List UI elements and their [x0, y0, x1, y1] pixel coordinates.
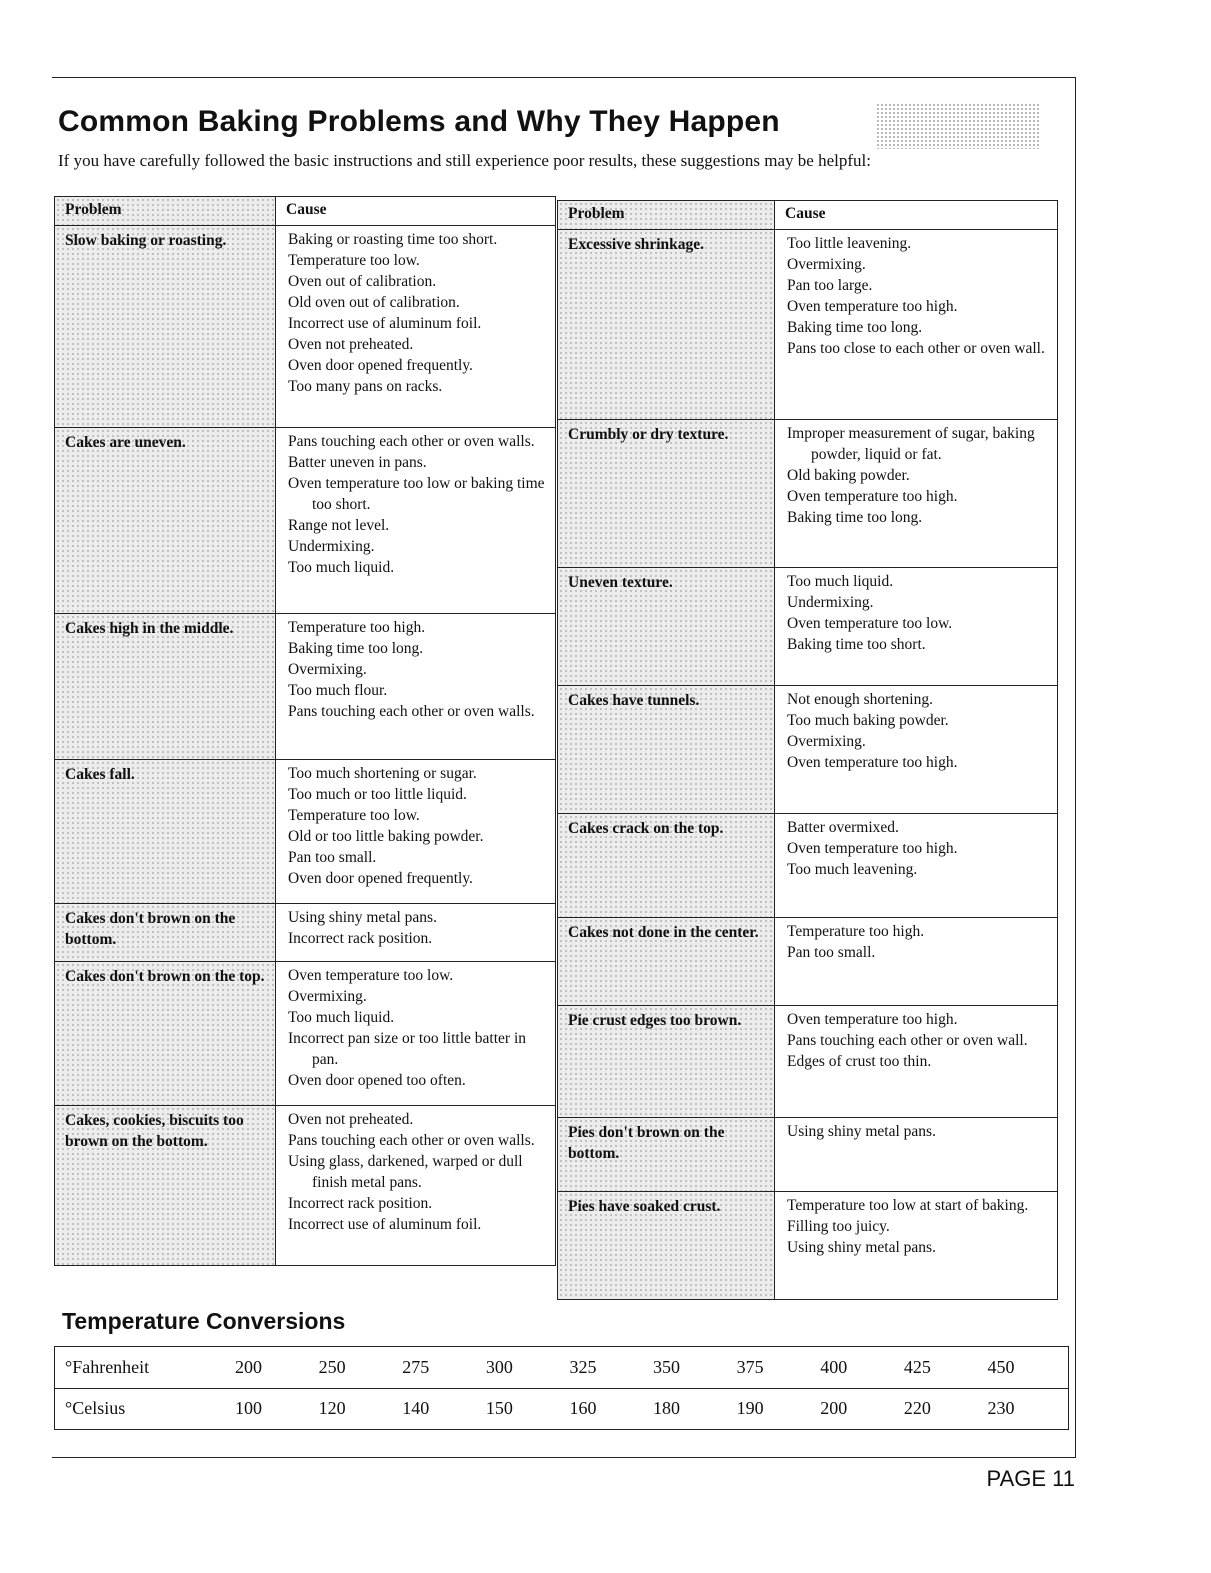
- cause-cell: [276, 760, 556, 904]
- table-row: [558, 918, 1058, 1006]
- cause-item: Pan too small.: [787, 944, 876, 961]
- cause-item: Using shiny metal pans.: [787, 1123, 936, 1140]
- header-row: [558, 201, 1058, 230]
- problem-cell: Cakes, cookies, biscuits too brown on the bottom.: [55, 1106, 276, 1266]
- cause-item: Pans touching each other or oven walls.: [288, 433, 535, 450]
- cause-item: Overmixing.: [288, 988, 367, 1005]
- celsius-value: 180: [649, 1388, 733, 1430]
- right-rule: [1075, 77, 1076, 1457]
- celsius-value: 230: [983, 1388, 1068, 1430]
- fahrenheit-value: 375: [733, 1347, 817, 1389]
- cause-item: Range not level.: [288, 517, 390, 534]
- cause-item: Oven temperature too high.: [787, 840, 958, 857]
- cause-cell: [775, 814, 1058, 918]
- table-row: [55, 962, 556, 1106]
- cause-item: Pans too close to each other or oven wall.: [787, 340, 1045, 357]
- cause-item: Oven temperature too low.: [787, 615, 953, 632]
- celsius-value: 220: [900, 1388, 984, 1430]
- fahrenheit-row: [55, 1347, 1069, 1389]
- cause-item: Oven temperature too high.: [787, 488, 958, 505]
- cause-item: Pan too small.: [288, 849, 377, 866]
- celsius-label: °Celsius: [55, 1388, 232, 1430]
- celsius-value: 120: [315, 1388, 399, 1430]
- table-row: [55, 614, 556, 760]
- cause-cell: [775, 1118, 1058, 1192]
- cause-item: Incorrect use of aluminum foil.: [288, 315, 482, 332]
- cause-item: Too much liquid.: [288, 1009, 395, 1026]
- cause-item: Overmixing.: [787, 256, 866, 273]
- fahrenheit-value: 300: [482, 1347, 566, 1389]
- table-row: [558, 1192, 1058, 1300]
- celsius-value: 150: [482, 1388, 566, 1430]
- fahrenheit-value: 425: [900, 1347, 984, 1389]
- cause-item: Oven not preheated.: [288, 336, 414, 353]
- celsius-value: 160: [565, 1388, 649, 1430]
- cause-item: Undermixing.: [787, 594, 874, 611]
- table-row: [558, 568, 1058, 686]
- celsius-row: [55, 1388, 1069, 1430]
- temperature-conversions-table: [54, 1346, 1069, 1430]
- table-row: [558, 1118, 1058, 1192]
- cause-cell: [775, 918, 1058, 1006]
- cause-item: Oven temperature too high.: [787, 754, 958, 771]
- cause-item: Using shiny metal pans.: [787, 1239, 936, 1256]
- bottom-rule: [52, 1457, 1076, 1458]
- celsius-value: 100: [231, 1388, 315, 1430]
- cause-item: Oven temperature too high.: [787, 298, 958, 315]
- table-row: [558, 1006, 1058, 1118]
- problem-cell: Pies don't brown on the bottom.: [558, 1118, 775, 1192]
- table-row: [558, 814, 1058, 918]
- cause-item: Too much shortening or sugar.: [288, 765, 477, 782]
- cause-item: Incorrect rack position.: [288, 1195, 433, 1212]
- cause-item: Using shiny metal pans.: [288, 909, 437, 926]
- table-row: [558, 230, 1058, 420]
- cause-item: Pans touching each other or oven walls.: [288, 1132, 535, 1149]
- decorative-stipple: [876, 103, 1040, 149]
- cause-item: Too much baking powder.: [787, 712, 949, 729]
- problem-cell: Cakes high in the middle.: [55, 614, 276, 760]
- cause-item: Oven out of calibration.: [288, 273, 437, 290]
- celsius-value: 140: [398, 1388, 482, 1430]
- cause-item: Incorrect use of aluminum foil.: [288, 1216, 482, 1233]
- problem-cell: Slow baking or roasting.: [55, 226, 276, 428]
- problem-cell: Cakes fall.: [55, 760, 276, 904]
- cause-item: Improper measurement of sugar, baking powder, liquid or fat.: [787, 425, 1035, 463]
- problem-cell: Cakes have tunnels.: [558, 686, 775, 814]
- problem-cell: Excessive shrinkage.: [558, 230, 775, 420]
- cause-item: Baking or roasting time too short.: [288, 231, 498, 248]
- cause-item: Baking time too long.: [288, 640, 424, 657]
- cause-item: Old or too little baking powder.: [288, 828, 484, 845]
- cause-item: Too much or too little liquid.: [288, 786, 467, 803]
- conversions-title: Temperature Conversions: [62, 1308, 346, 1334]
- table-row: [558, 420, 1058, 568]
- fahrenheit-value: 275: [398, 1347, 482, 1389]
- table-row: [55, 226, 556, 428]
- cause-item: Too much liquid.: [288, 559, 395, 576]
- fahrenheit-value: 350: [649, 1347, 733, 1389]
- fahrenheit-value: 325: [565, 1347, 649, 1389]
- intro-text: If you have carefully followed the basic instructions and still experience poor results, these suggestions may be helpful:: [58, 151, 871, 170]
- cause-cell: [276, 428, 556, 614]
- header-row: [55, 197, 556, 226]
- cause-item: Edges of crust too thin.: [787, 1053, 932, 1070]
- cause-item: Oven not preheated.: [288, 1111, 414, 1128]
- problem-header: Problem: [55, 197, 276, 226]
- cause-item: Pans touching each other or oven walls.: [288, 703, 535, 720]
- cause-item: Oven door opened too often.: [288, 1072, 466, 1089]
- cause-item: Too much flour.: [288, 682, 388, 699]
- cause-item: Baking time too short.: [787, 636, 926, 653]
- cause-cell: [276, 904, 556, 962]
- problems-table-right: [557, 200, 1058, 1300]
- cause-item: Oven temperature too high.: [787, 1011, 958, 1028]
- page-number: PAGE 11: [986, 1466, 1075, 1491]
- cause-item: Filling too juicy.: [787, 1218, 890, 1235]
- cause-cell: [775, 568, 1058, 686]
- cause-cell: [775, 686, 1058, 814]
- table-row: [558, 686, 1058, 814]
- problem-cell: Cakes crack on the top.: [558, 814, 775, 918]
- cause-item: Incorrect pan size or too little batter in pan.: [288, 1030, 527, 1068]
- cause-item: Temperature too low at start of baking.: [787, 1197, 1029, 1214]
- cause-cell: [276, 1106, 556, 1266]
- cause-item: Incorrect rack position.: [288, 930, 433, 947]
- fahrenheit-label: °Fahrenheit: [55, 1347, 232, 1389]
- table-row: [55, 1106, 556, 1266]
- cause-item: Old oven out of calibration.: [288, 294, 460, 311]
- problem-cell: Cakes are uneven.: [55, 428, 276, 614]
- cause-item: Using glass, darkened, warped or dull finish metal pans.: [288, 1153, 523, 1191]
- cause-item: Temperature too low.: [288, 807, 420, 824]
- celsius-value: 200: [816, 1388, 900, 1430]
- problem-cell: Crumbly or dry texture.: [558, 420, 775, 568]
- cause-item: Too much leavening.: [787, 861, 918, 878]
- problem-header: Problem: [558, 201, 775, 230]
- cause-item: Old baking powder.: [787, 467, 910, 484]
- cause-item: Undermixing.: [288, 538, 375, 555]
- cause-item: Overmixing.: [288, 661, 367, 678]
- cause-cell: [775, 1192, 1058, 1300]
- cause-item: Batter overmixed.: [787, 819, 899, 836]
- problem-cell: Pies have soaked crust.: [558, 1192, 775, 1300]
- fahrenheit-value: 450: [983, 1347, 1068, 1389]
- cause-item: Temperature too low.: [288, 252, 420, 269]
- fahrenheit-value: 250: [315, 1347, 399, 1389]
- cause-cell: [775, 230, 1058, 420]
- cause-item: Too many pans on racks.: [288, 378, 443, 395]
- problem-cell: Cakes don't brown on the bottom.: [55, 904, 276, 962]
- cause-item: Oven door opened frequently.: [288, 357, 473, 374]
- page-title: Common Baking Problems and Why They Happen: [58, 105, 780, 138]
- top-rule: [52, 77, 1076, 78]
- cause-item: Oven temperature too low.: [288, 967, 454, 984]
- cause-item: Temperature too high.: [288, 619, 426, 636]
- cause-item: Too much liquid.: [787, 573, 894, 590]
- problem-cell: Pie crust edges too brown.: [558, 1006, 775, 1118]
- cause-cell: [775, 1006, 1058, 1118]
- cause-header: Cause: [276, 197, 556, 226]
- cause-item: Temperature too high.: [787, 923, 925, 940]
- fahrenheit-value: 400: [816, 1347, 900, 1389]
- table-row: [55, 904, 556, 962]
- table-row: [55, 760, 556, 904]
- cause-item: Too little leavening.: [787, 235, 912, 252]
- cause-cell: [276, 226, 556, 428]
- cause-item: Not enough shortening.: [787, 691, 933, 708]
- fahrenheit-value: 200: [231, 1347, 315, 1389]
- table-row: [55, 428, 556, 614]
- cause-cell: [276, 962, 556, 1106]
- cause-cell: [775, 420, 1058, 568]
- celsius-value: 190: [733, 1388, 817, 1430]
- cause-item: Overmixing.: [787, 733, 866, 750]
- problems-table-left: [54, 196, 556, 1266]
- cause-header: Cause: [775, 201, 1058, 230]
- cause-item: Batter uneven in pans.: [288, 454, 427, 471]
- cause-cell: [276, 614, 556, 760]
- problem-cell: Cakes don't brown on the top.: [55, 962, 276, 1106]
- cause-item: Baking time too long.: [787, 509, 923, 526]
- problem-cell: Uneven texture.: [558, 568, 775, 686]
- problem-cell: Cakes not done in the center.: [558, 918, 775, 1006]
- cause-item: Oven door opened frequently.: [288, 870, 473, 887]
- cause-item: Baking time too long.: [787, 319, 923, 336]
- cause-item: Pan too large.: [787, 277, 873, 294]
- cause-item: Pans touching each other or oven wall.: [787, 1032, 1028, 1049]
- cause-item: Oven temperature too low or baking time too short.: [288, 475, 545, 513]
